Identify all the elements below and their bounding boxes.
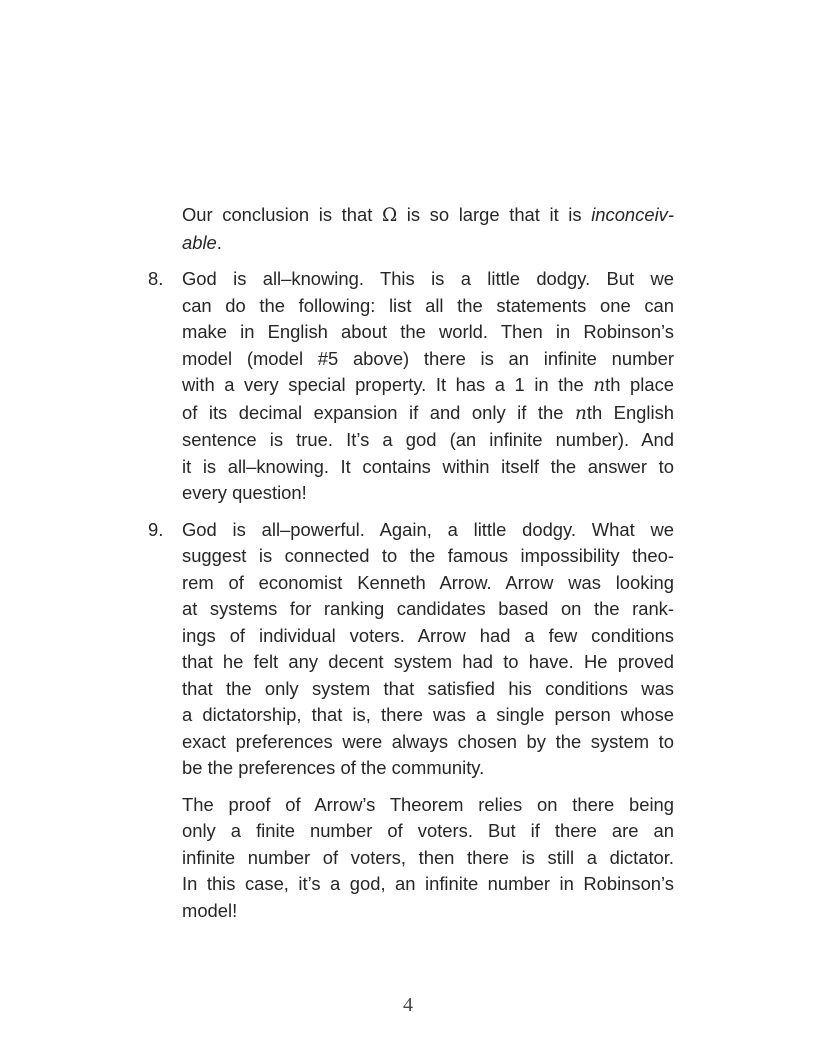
- math-italic-text-run: n: [574, 402, 587, 424]
- text-line: [182, 400, 674, 428]
- text-line: [182, 454, 674, 481]
- text-run: th place: [605, 374, 674, 395]
- text-line: [182, 266, 674, 293]
- text-line: [182, 898, 674, 925]
- text-line: [182, 871, 674, 898]
- list-item: [148, 517, 674, 782]
- text-run: In this case, it’s a god, an infinite number in Robinson’s: [182, 873, 674, 894]
- text-line: [182, 319, 674, 346]
- paragraph: [182, 792, 674, 925]
- text-line: [182, 623, 674, 650]
- text-run: The proof of Arrow’s Theorem relies on there being: [182, 793, 674, 815]
- text-run: be the preferences of the community.: [182, 757, 485, 778]
- text-run: can do the following: list all the statements one can: [182, 294, 674, 316]
- text-run: only a finite number of voters. But if there are an: [182, 820, 674, 841]
- text-run: that he felt any decent system had to have. He proved: [182, 651, 674, 672]
- text-run: model!: [182, 899, 238, 921]
- list-item-number: 8.: [148, 268, 164, 289]
- serif-text-run: Ω: [381, 205, 398, 226]
- text-line: [182, 293, 674, 320]
- text-run: God is all–knowing. This is a little dodgy. But we: [182, 268, 674, 289]
- text-run: every question!: [182, 482, 307, 503]
- text-run: with a very special property. It has a 1 in the: [182, 374, 594, 395]
- text-run: it is all–knowing. It contains within itself the answer to: [182, 455, 674, 477]
- italic-text-run: inconceiv-: [591, 204, 674, 225]
- text-run: at systems for ranking candidates based on the rank-: [182, 598, 674, 619]
- page-number: 4: [403, 994, 413, 1016]
- text-line: [182, 755, 674, 782]
- text-run: infinite number of voters, then there is still a dictator.: [182, 846, 674, 868]
- italic-text-run: able: [182, 231, 217, 253]
- text-line: [182, 845, 674, 872]
- text-run: model (model #5 above) there is an infinite number: [182, 347, 674, 369]
- text-line: [182, 570, 674, 597]
- text-line: [182, 346, 674, 373]
- text-line: [182, 729, 674, 756]
- text-run: that the only system that satisfied his conditions was: [182, 677, 674, 699]
- text-line: [182, 792, 674, 819]
- text-line: [182, 596, 674, 623]
- text-run: is so large that it is: [397, 204, 592, 225]
- list-item: [148, 266, 674, 507]
- text-line: [182, 676, 674, 703]
- text-line: [182, 818, 674, 845]
- text-line: [182, 427, 674, 454]
- text-line: [182, 543, 674, 570]
- text-run: th English: [586, 401, 674, 423]
- text-run: ings of individual voters. Arrow had a few conditions: [182, 624, 674, 646]
- paragraph: [182, 202, 674, 256]
- text-line: [182, 517, 674, 544]
- text-run: Our conclusion is that: [182, 204, 382, 225]
- text-line: [182, 230, 674, 257]
- text-run: exact preferences were always chosen by the system to: [182, 730, 674, 752]
- text-run: .: [216, 231, 222, 253]
- text-line: [182, 480, 674, 507]
- text-run: a dictatorship, that is, there was a single person whose: [182, 704, 674, 725]
- text-run: suggest is connected to the famous impossibility theo-: [182, 545, 674, 566]
- list-item-number: 9.: [148, 518, 164, 540]
- list-item-body: [182, 266, 674, 507]
- text-run: God is all–powerful. Again, a little dodgy. What we: [182, 518, 674, 540]
- text-run: of its decimal expansion if and only if the: [182, 401, 575, 423]
- text-line: [182, 649, 674, 676]
- text-line: [182, 372, 674, 400]
- list-item-body: [182, 517, 674, 782]
- text-line: [182, 702, 674, 729]
- page-footer: [0, 994, 816, 1016]
- text-run: make in English about the world. Then in Robinson’s: [182, 321, 674, 342]
- document-content: [148, 202, 674, 924]
- math-italic-text-run: n: [593, 375, 606, 396]
- text-run: sentence is true. It’s a god (an infinite number). And: [182, 429, 674, 450]
- text-run: rem of economist Kenneth Arrow. Arrow was looking: [182, 571, 674, 593]
- text-line: [182, 202, 674, 230]
